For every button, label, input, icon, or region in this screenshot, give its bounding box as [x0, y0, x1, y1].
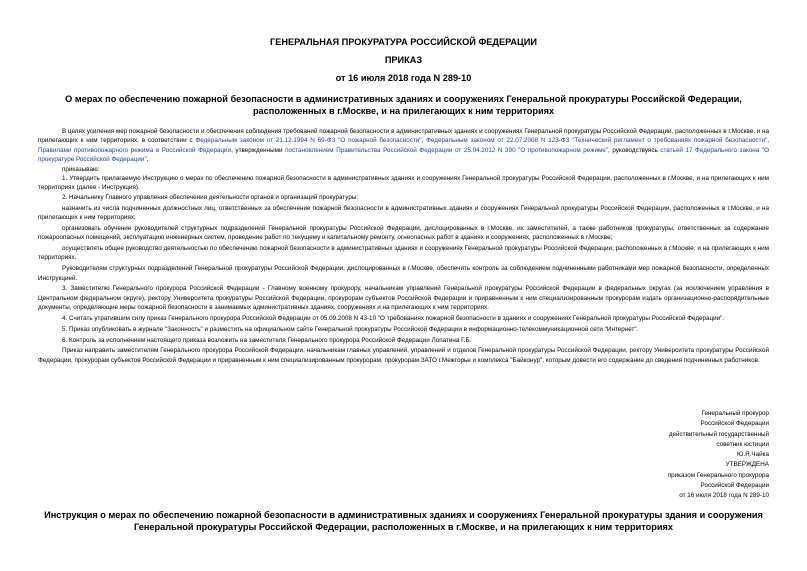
- preamble-text-1: В целях усиления мер пожарной безопасности и обеспечения соблюдения требований пожарной безопасности в административных зданиях и сооружениях Генеральной прокуратуры Российской Федерации, расположенных в г.Москве, и на прилегающих к ним территориях, в соответствии с: [38, 128, 769, 145]
- order-paragraph: 3. Заместителю Генерального прокурора Российской Федерации - Главному военному прокурору, начальникам управлений Генеральной прокуратуры Российской Федерации в федеральных округах (за исключением управления в Центральном федеральном округе), ректору Университета прокуратуры Российской Федерации, прокурорам субъектов Российской Федерации и приравненным к ним специализированным прокурорам издать организационно-распорядительные документы, определяющие меры пожарной безопасности в занимаемых административных зданиях, сооружениях и на прилегающих к ним территориях.: [38, 285, 769, 312]
- signature-line: Российской Федерации: [700, 420, 769, 428]
- preamble-paragraph: [38, 127, 769, 165]
- law-123-fz-link[interactable]: Федеральным законом от 22.07.2008 N 123-ФЗ "Технический регламент о требованиях пожарной безопасности": [426, 137, 768, 145]
- article-17-link[interactable]: статьей 17 Федерального закона "О прокуратуре Российской Федерации": [38, 146, 769, 164]
- fire-regime-rules-link[interactable]: Правилами противопожарного режима в Российской Федерации: [38, 146, 232, 154]
- preamble-text-6: ,: [146, 156, 149, 164]
- approval-line: приказом Генерального прокурора: [667, 471, 769, 479]
- preamble-text-2: ,: [421, 137, 427, 145]
- order-paragraph: приказываю:: [62, 165, 100, 173]
- order-paragraph: Руководителям структурных подразделений Генеральной прокуратуры Российской Федерации, дислоцированных в г.Москве, обеспечить контроль за соблюдением подчиненными работниками мер пожарной безопасности, определенных Инструкцией.: [38, 265, 769, 282]
- order-paragraph: 4. Считать утратившим силу приказ Генерального прокурора Российской Федерации от 05.09.2008 N 43-10 "О требованиях пожарной безопасности в зданиях и сооружениях Генеральной прокуратуры Российской Федерации".: [62, 315, 725, 323]
- signature-line: советник юстиции: [716, 440, 769, 448]
- preamble-text-4: , утвержденными: [231, 146, 286, 154]
- approval-line: УТВЕРЖДЕНА: [725, 461, 769, 469]
- signature-line: действительный государственный: [668, 430, 769, 438]
- order-paragraph: Приказ направить заместителям Генерального прокурора Российской Федерации, начальникам главных управлений, управлений и отделов Генеральной прокуратуры Российской Федерации, ректору Университета прокуратуры Российской Федерации, прокурорам субъектов Российской Федерации и приравненным к ним специализированным прокурорам, прокурорам ЗАТО г.Межгорье и комплекса "Байконур", которым довести его содержание до сведения подчиненных работников.: [38, 347, 769, 364]
- approval-line: от 16 июля 2018 года N 289-10: [679, 492, 769, 500]
- signature-block: [668, 409, 769, 502]
- preamble-text-3: ,: [767, 137, 770, 145]
- doc-title: О мерах по обеспечению пожарной безопасности в административных зданиях и сооружениях Генеральной прокуратуры Российской Федерации, расположенных в г.Москве, и на прилегающих к ним территориях: [65, 94, 742, 116]
- order-paragraph: 6. Контроль за исполнением настоящего приказа возложить на заместителя Генерального прокурора Российской Федерации Лопатина Г.Б.: [62, 336, 472, 344]
- signature-line: Генеральный прокурор: [701, 410, 769, 417]
- law-69-fz-link[interactable]: Федеральным законом от 21.12.1994 N 69-ФЗ "О пожарной безопасности": [195, 137, 422, 145]
- doc-date-number: от 16 июля 2018 года N 289-10: [335, 73, 472, 83]
- organization-heading: ГЕНЕРАЛЬНАЯ ПРОКУРАТУРА РОССИЙСКОЙ ФЕДЕРАЦИИ: [270, 37, 537, 47]
- signature-line: Ю.Я.Чайка: [736, 451, 769, 459]
- order-paragraph: назначить из числа подчиненных должностных лиц, ответственных за обеспечение пожарной безопасности в административных зданиях и сооружениях Генеральной прокуратуры Российской Федерации, расположенных в г.Москве, и на прилегающих к ним территориях;: [38, 204, 769, 222]
- instruction-title: Инструкция о мерах по обеспечению пожарной безопасности в административных зданиях и сооружениях Генеральной прокуратуры здания и сооружения Генеральной прокуратуры Российской Федерации, расположенных в г.Москве, и на прилегающих к ним территориях: [44, 510, 763, 532]
- order-paragraph: организовать обучение руководителей структурных подразделений Генеральной прокуратуры Российской Федерации, дислоцированных в г.Москве, их заместителей, а также работников прокуратуры, ответственных за содержание пожароопасных помещений, эксплуатацию инженерных систем, проведение работ по текущему и капитальному ремонту, огнеопасных работ в зданиях и сооружениях, расположенных в г.Москве;: [38, 224, 769, 242]
- order-paragraph: 2. Начальнику Главного управления обеспечения деятельности органов и организаций прокуратуры:: [62, 193, 359, 201]
- doc-type-heading: ПРИКАЗ: [384, 55, 423, 65]
- order-paragraph: 1. Утвердить прилагаемую Инструкцию о мерах по обеспечению пожарной безопасности в административных зданиях и сооружениях Генеральной прокуратуры Российской Федерации, расположенных в г.Москве, и на прилегающих к ним территориях (далее - Инструкция).: [38, 175, 769, 192]
- document-body: [38, 127, 769, 365]
- preamble-text-5: , руководствуясь: [608, 146, 661, 154]
- approval-line: Российской Федерации: [700, 482, 769, 490]
- order-paragraph: осуществлять общее руководство деятельностью по обеспечению пожарной безопасности в административных зданиях и сооружениях Генеральной прокуратуры Российской Федерации, расположенных в г.Москве, и на прилегающих к ним территориях.: [38, 245, 769, 262]
- government-decree-390-link[interactable]: постановлением Правительства Российской Федерации от 25.04.2012 N 390 "О противопожарном режиме": [285, 146, 609, 154]
- order-paragraph: 5. Приказ опубликовать в журнале "Законность" и разместить на официальном сайте Генеральной прокуратуры Российской Федерации в информационно-телекоммуникационной сети "Интернет".: [62, 325, 639, 333]
